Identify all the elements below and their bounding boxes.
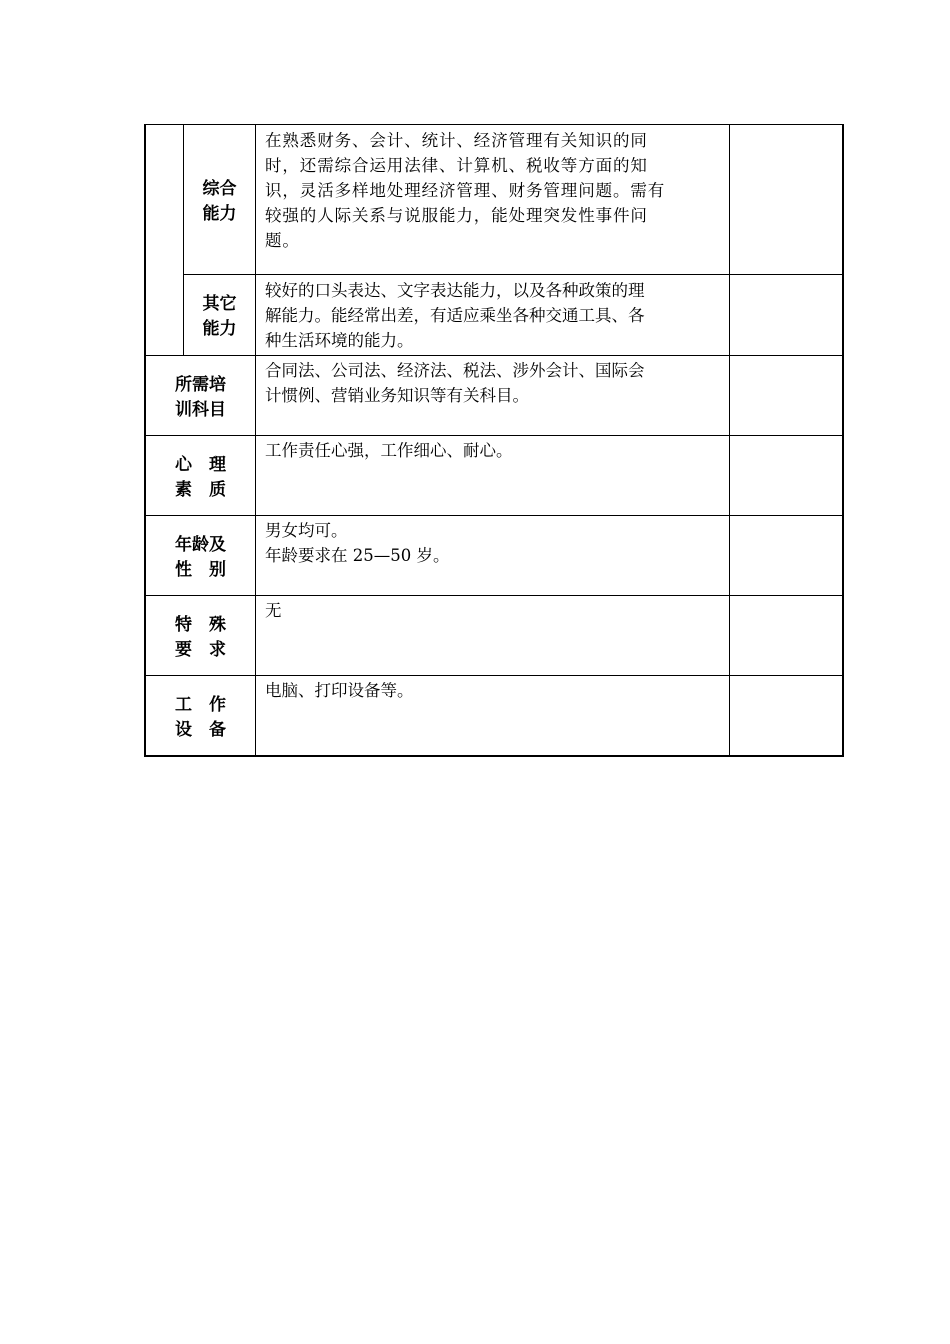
grid-line-row6-bottom bbox=[146, 675, 844, 676]
row-label-special-requirements bbox=[146, 613, 255, 663]
row-label-other-ability bbox=[184, 292, 255, 342]
row-label-age-gender bbox=[146, 533, 255, 583]
label-line: 综合 bbox=[202, 179, 237, 199]
label-line: 所需培 bbox=[175, 375, 226, 395]
label-line: 能力 bbox=[202, 204, 237, 224]
grid-line-label-right bbox=[255, 125, 256, 756]
content-line: 工作责任心强，工作细心、耐心。 bbox=[265, 441, 513, 460]
content-line: 年龄要求在 25—50 岁。 bbox=[265, 546, 450, 565]
label-line: 特 殊 bbox=[175, 615, 226, 635]
row-content-training-subjects bbox=[265, 358, 727, 408]
label-line: 年龄及 bbox=[175, 535, 226, 555]
label-line: 其它 bbox=[202, 294, 237, 314]
grid-line-content-right bbox=[729, 125, 730, 756]
content-line: 较好的口头表达、文字表达能力，以及各种政策的理 bbox=[265, 281, 645, 300]
content-line: 男女均可。 bbox=[265, 521, 348, 540]
row-content-special-requirements bbox=[265, 598, 727, 623]
grid-line-row5-bottom bbox=[146, 595, 844, 596]
row-label-work-equipment bbox=[146, 693, 255, 743]
job-description-table bbox=[144, 124, 844, 757]
row-content-comprehensive-ability bbox=[265, 128, 727, 253]
content-line: 识，灵活多样地处理经济管理、财务管理问题。需有 bbox=[265, 181, 666, 200]
label-line: 设 备 bbox=[175, 720, 226, 740]
row-label-training-subjects bbox=[146, 373, 255, 423]
label-line: 素 质 bbox=[175, 480, 226, 500]
content-line: 时，还需综合运用法律、计算机、税收等方面的知 bbox=[265, 156, 648, 175]
label-line: 工 作 bbox=[175, 695, 226, 715]
grid-line-row2-bottom bbox=[146, 355, 844, 356]
content-line: 解能力。能经常出差，有适应乘坐各种交通工具、各 bbox=[265, 306, 645, 325]
content-line: 电脑、打印设备等。 bbox=[265, 681, 414, 700]
content-line: 较强的人际关系与说服能力，能处理突发性事件问 bbox=[265, 206, 648, 225]
label-line: 要 求 bbox=[175, 640, 226, 660]
grid-line-row4-bottom bbox=[146, 515, 844, 516]
content-line: 种生活环境的能力。 bbox=[265, 331, 414, 350]
content-line: 计惯例、营销业务知识等有关科目。 bbox=[265, 386, 529, 405]
label-line: 训科目 bbox=[175, 400, 226, 420]
label-line: 能力 bbox=[202, 319, 237, 339]
label-line: 性 别 bbox=[175, 560, 226, 580]
row-label-comprehensive-ability bbox=[184, 177, 255, 227]
row-content-age-gender bbox=[265, 518, 727, 568]
content-line: 在熟悉财务、会计、统计、经济管理有关知识的同 bbox=[265, 131, 648, 150]
grid-line-row3-bottom bbox=[146, 435, 844, 436]
content-line: 合同法、公司法、经济法、税法、涉外会计、国际会 bbox=[265, 361, 645, 380]
row-content-work-equipment bbox=[265, 678, 727, 703]
grid-line-row1-bottom bbox=[183, 274, 844, 275]
row-label-psychological-quality bbox=[146, 453, 255, 503]
content-line: 题。 bbox=[265, 231, 300, 250]
row-content-psychological-quality bbox=[265, 438, 727, 463]
content-line: 无 bbox=[265, 601, 282, 620]
row-content-other-ability bbox=[265, 278, 727, 353]
label-line: 心 理 bbox=[175, 455, 226, 475]
